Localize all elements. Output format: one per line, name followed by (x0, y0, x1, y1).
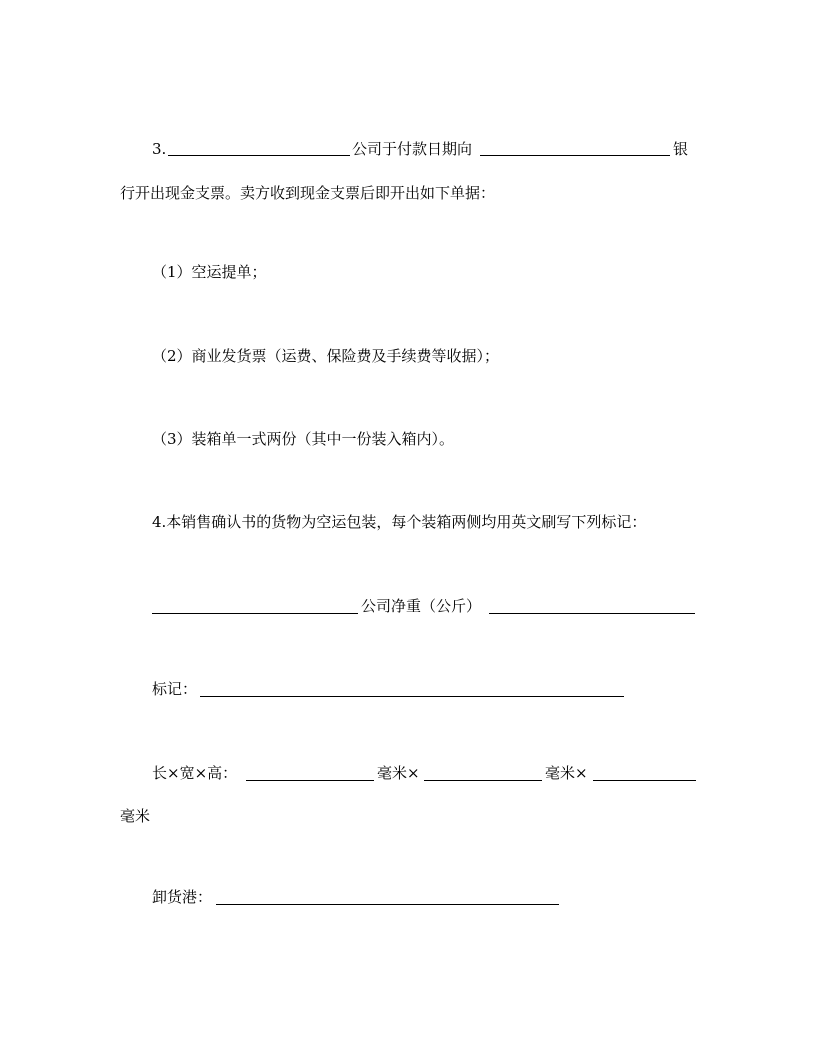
port-of-discharge-blank[interactable] (216, 904, 559, 905)
port-of-discharge-label: 卸货港： (152, 888, 213, 906)
mm-times-label-2: 毫米× (545, 764, 588, 782)
clause-3-number: 3. (152, 140, 167, 158)
clause-3-continuation: 行开出现金支票。卖方收到现金支票后即开出如下单据： (120, 184, 496, 202)
document-item-packing-list: （3）装箱单一式两份（其中一份装入箱内）。 (152, 430, 455, 448)
mm-times-label-1: 毫米× (377, 764, 420, 782)
company-name-blank[interactable] (152, 613, 358, 614)
clause-4-text: 4.本销售确认书的货物为空运包装，每个装箱两侧均用英文刷写下列标记： (152, 513, 647, 531)
document-item-commercial-invoice: （2）商业发货票（运费、保险费及手续费等收据）； (152, 347, 500, 365)
length-blank[interactable] (246, 780, 374, 781)
company-blank[interactable] (168, 155, 350, 156)
clause-3-suffix: 银 (673, 140, 689, 158)
company-net-weight-label: 公司净重（公斤） (361, 597, 482, 615)
document-item-air-waybill: （1）空运提单； (152, 263, 267, 281)
mm-unit-label: 毫米 (120, 807, 151, 825)
mark-blank[interactable] (200, 696, 624, 697)
height-blank[interactable] (593, 780, 696, 781)
dimensions-label: 长×宽×高： (152, 764, 238, 782)
bank-blank[interactable] (480, 155, 670, 156)
clause-3-mid-text: 公司于付款日期向 (352, 140, 473, 158)
width-blank[interactable] (424, 780, 542, 781)
mark-label: 标记： (152, 680, 198, 698)
net-weight-blank[interactable] (489, 613, 695, 614)
